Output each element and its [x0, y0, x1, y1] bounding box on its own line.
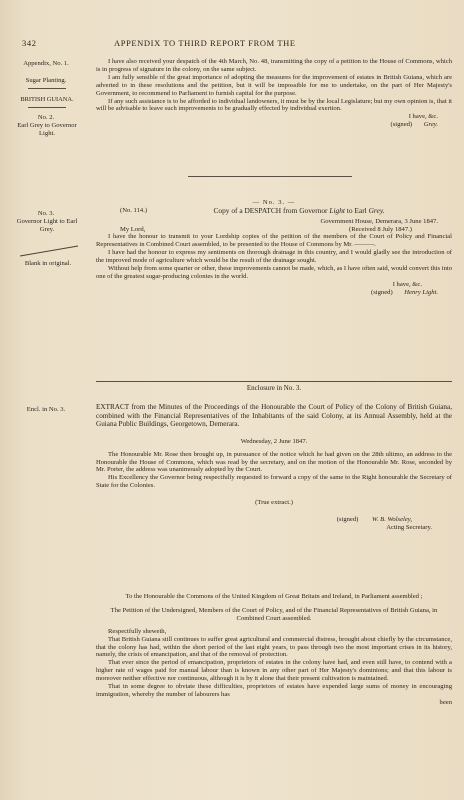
paragraph: The Honourable Mr. Rose then brought up, in pursuance of the notice which he had given on the 28th ultimo, an address to the Honourable the House of Commons, which was read by the secretary, and on the motion of the Honourable Mr. Rose, seconded by Mr. Porter, the address was unanimously adopted by the Court.: [96, 450, 452, 474]
signed-label: (signed): [371, 288, 393, 296]
margin-no3: No. 3.: [37, 210, 55, 217]
paragraph: I have had the honour to express my sentiments on thorough drainage in this country, and I would gladly see the introduction of the improved mode of agriculture which would be the result of the drainage sought.: [96, 249, 452, 265]
margin-blank-original: Blank in original.: [24, 260, 72, 267]
catchword: been: [439, 698, 452, 706]
signature: Henry Light.: [404, 288, 438, 296]
paragraph: That British Guiana still continues to suffer great agricultural and commercial distress, brought about chiefly by the circumstance, that the colony has had, within the short period of the last eight years, to pass through two the most important crises in its history, namely, the crisis of emancipation, and that of the removal of protection.: [96, 635, 452, 659]
margin-no2-desc: Earl Grey to Governor Light.: [17, 122, 77, 137]
salutation: My Lord,: [120, 225, 146, 233]
minutes-date: Wednesday, 2 June 1847.: [240, 437, 308, 445]
section-divider: [96, 381, 452, 382]
received-date: (Received 8 July 1847.): [349, 225, 412, 233]
despatch-no3: [96, 199, 452, 297]
blank-dash-mark: [18, 244, 80, 258]
paragraph: That ever since the period of emancipation, proprietors of estates in the colony have had, and even still have, to contend with a higher rate of wages paid for manual labour than is known in any other part of Her Majesty's dominions; and that this labour is moreover neither effective nor continuous, although it is by it alone that their present cultivation is maintained.: [96, 659, 452, 683]
paragraph: I have also received your despatch of the 4th March, No. 48, transmitting the copy of a petition to the House of Commons, which is in progress of signature in the colony, on the same subject.: [96, 58, 452, 73]
enclosure: [96, 385, 452, 532]
enclosure-heading: Enclosure in No. 3.: [246, 384, 302, 392]
margin-british-guiana: BRITISH GUIANA.: [20, 96, 74, 103]
signatory-title: Acting Secretary.: [386, 523, 432, 531]
closing: I have, &c.: [392, 280, 422, 288]
margin-sugar-planting: Sugar Planting.: [25, 77, 67, 84]
margin-appendix: Appendix, No. 1.: [23, 60, 69, 67]
paragraph: If any such assistance is to be afforded to individual landowners, it must be by the local Legislature; but my own opinion is, that it will be advisable to leave such improvements to be gradually effected by individual exertion.: [96, 97, 452, 113]
margin-no2: No. 2.: [37, 114, 55, 121]
margin-enclosure: Encl. in No. 3.: [26, 406, 66, 413]
margin-rule: [28, 107, 66, 108]
paragraph: His Excellency the Governor being respectfully requested to forward a copy of the same to the Right honourable the Secretary of State for the Colonies.: [96, 474, 452, 490]
section-heading: — No. 3. —: [252, 199, 296, 206]
section-divider: [188, 176, 352, 177]
petition-intro: The Petition of the Undersigned, Members of the Court of Policy, and of the Financial Representatives of British Guiana, in Combined Court assembled.: [110, 606, 438, 622]
paragraph: Without help from some quarter or other, these improvements cannot be made, which, as I have often said, would convert this into one of the greatest sugar-producing colonies in the world.: [96, 265, 452, 280]
paragraph: I am fully sensible of the great importance of adopting the measures for the improvement of estates in British Guiana, which are adverted to in these resolutions and the petition, but it will be impossible for me to undertake, on the part of Her Majesty's Government, to recommend to Parliament to furnish capital for the purpose.: [96, 73, 452, 97]
extract-heading: EXTRACT from the Minutes of the Proceedings of the Honourable the Court of Policy of the Colony of British Guiana, combined with the Financial Representatives of the Inhabitants of the said Colony, at its Annual Assembly, held at the Guiana Public Buildings, Georgetown, Demerara.: [96, 402, 452, 429]
true-extract: (True extract.): [255, 499, 293, 507]
running-title: APPENDIX TO THIRD REPORT FROM THE: [114, 38, 296, 48]
paragraph: I have the honour to transmit to your Lordship copies of the petition of the members of the Court of Policy and Financial Representatives in Combined Court assembled, to be presented to the House of Commons by Mr. ———.: [96, 233, 452, 249]
despatch-title: Copy of a DESPATCH from Governor Light to Earl Grey.: [213, 205, 385, 215]
signed-label: (signed): [336, 516, 359, 524]
page-number: 342: [22, 38, 37, 48]
petition: [96, 593, 452, 707]
signature: Grey.: [423, 121, 438, 129]
despatch-number: (No. 114.): [120, 206, 148, 214]
petition-address: To the Honourable the Commons of the United Kingdom of Great Britain and Ireland, in Parliament assembled ;: [125, 593, 423, 600]
signature: W. B. Wolseley,: [372, 516, 412, 524]
closing: I have, &c.: [408, 113, 438, 121]
letter-grey-body: [96, 58, 452, 129]
despatch-place-date: Government House, Demerara, 3 June 1847.: [320, 217, 438, 225]
petition-showeth: Respectfully sheweth,: [108, 627, 167, 635]
margin-rule: [28, 88, 66, 89]
signed-label: (signed): [390, 121, 413, 129]
margin-no3-desc: Governor Light to Earl Grey.: [16, 218, 78, 233]
paragraph: That in some degree to obviate these difficulties, proprietors of estates have expended large sums of money in encouraging immigration, whereby the number of labourers has: [96, 683, 452, 698]
